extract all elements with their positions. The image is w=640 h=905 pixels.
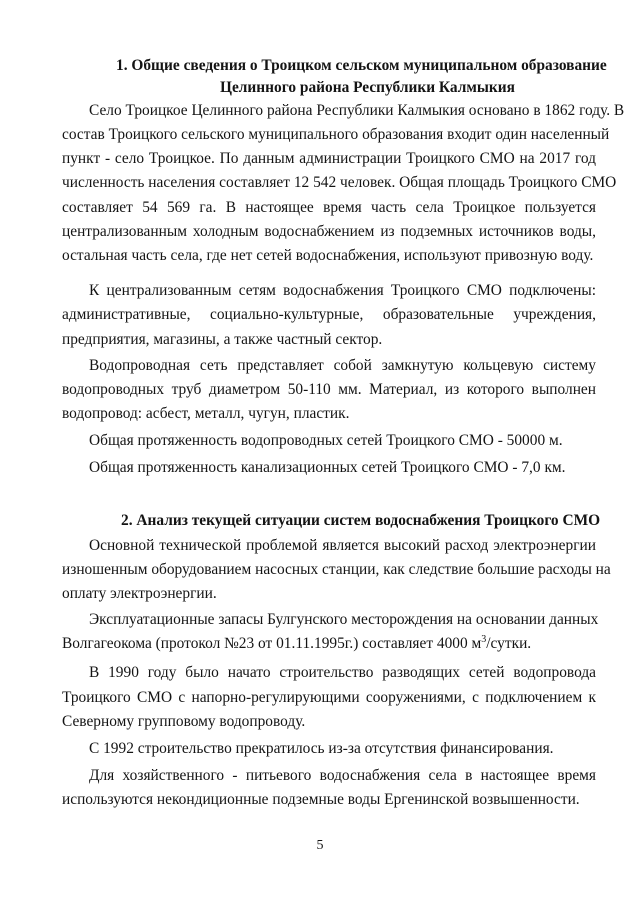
section-1-paragraph-1-line-4: численность населения составляет 12 542 человек. Общая площадь Троицкого СМО — [62, 174, 617, 191]
section-2-paragraph-1-line-3: оплату электроэнергии. — [62, 585, 217, 602]
section-1-paragraph-4: Общая протяженность водопроводных сетей Троицкого СМО - 50000 м. — [89, 432, 563, 449]
section-2-paragraph-3-line-3: Северному групповому водопроводу. — [62, 713, 306, 730]
section-1-paragraph-1-line-1: Село Троицкое Целинного района Республики Калмыкия основано в 1862 году. В — [89, 102, 625, 119]
section-2-paragraph-1-line-1: Основной технической проблемой является высокий расход электроэнергии — [89, 537, 596, 554]
section-1-paragraph-3-line-3: водопровод: асбест, металл, чугун, пластик. — [62, 405, 350, 422]
section-2-paragraph-2-unit: /сутки. — [486, 635, 532, 652]
section-1-paragraph-1-line-5: составляет 54 569 га. В настоящее время часть села Троицкое пользуется — [62, 199, 596, 216]
section-2-paragraph-2-line-2 — [62, 634, 596, 654]
section-1-heading-line-1: 1. Общие сведения о Троицком сельском муниципальном образование — [116, 57, 607, 74]
section-1-paragraph-3-line-2: водопроводных труб диаметром 50-110 мм. Материал, из которого выполнен — [62, 381, 596, 398]
section-1-paragraph-1-line-7: остальная часть села, где нет сетей водоснабжения, используют привозную воду. — [62, 247, 594, 264]
section-2-paragraph-3-line-2: Троицкого СМО с напорно-регулирующими сооружениями, с подключением к — [62, 689, 596, 706]
section-1-paragraph-1-line-6: централизованным холодным водоснабжением из подземных источников воды, — [62, 223, 596, 240]
section-1-paragraph-1-line-2: состав Троицкого сельского муниципального образования входит один населенный — [62, 126, 610, 143]
section-2-heading: 2. Анализ текущей ситуации систем водоснабжения Троицкого СМО — [121, 512, 601, 529]
section-2-paragraph-5-line-1: Для хозяйственного - питьевого водоснабжения села в настоящее время — [89, 767, 596, 784]
section-1-paragraph-2-line-2: административные, социально-культурные, образовательные учреждения, — [62, 306, 596, 323]
section-2-paragraph-4: С 1992 строительство прекратилось из-за отсутствия финансирования. — [89, 740, 554, 757]
section-2-paragraph-2-line-1: Эксплуатационные запасы Булгунского месторождения на основании данных — [89, 611, 599, 628]
section-1-paragraph-3-line-1: Водопроводная сеть представляет собой замкнутую кольцевую систему — [89, 357, 596, 374]
section-2-paragraph-5-line-2: используются некондиционные подземные воды Ергенинской возвышенности. — [62, 791, 580, 808]
page-number: 5 — [316, 838, 324, 853]
section-1-paragraph-2-line-1: К централизованным сетям водоснабжения Троицкого СМО подключены: — [89, 282, 596, 299]
section-2-paragraph-3-line-1: В 1990 году было начато строительство разводящих сетей водопровода — [89, 664, 596, 681]
section-1-paragraph-2-line-3: предприятия, магазины, а также частный сектор. — [62, 331, 383, 348]
section-1-heading-line-2: Целинного района Республики Калмыкия — [220, 79, 515, 96]
cubic-superscript: 3 — [481, 633, 487, 645]
section-1-paragraph-1-line-3: пункт - село Троицкое. По данным администрации Троицкого СМО на 2017 год — [62, 150, 596, 167]
section-2-paragraph-2-text: Волгагеокома (протокол №23 от 01.11.1995г.) составляет 4000 м — [62, 635, 482, 652]
section-1-paragraph-5: Общая протяженность канализационных сетей Троицкого СМО - 7,0 км. — [89, 459, 566, 476]
section-2-paragraph-1-line-2: изношенным оборудованием насосных станции, как следствие большие расходы на — [62, 561, 611, 578]
